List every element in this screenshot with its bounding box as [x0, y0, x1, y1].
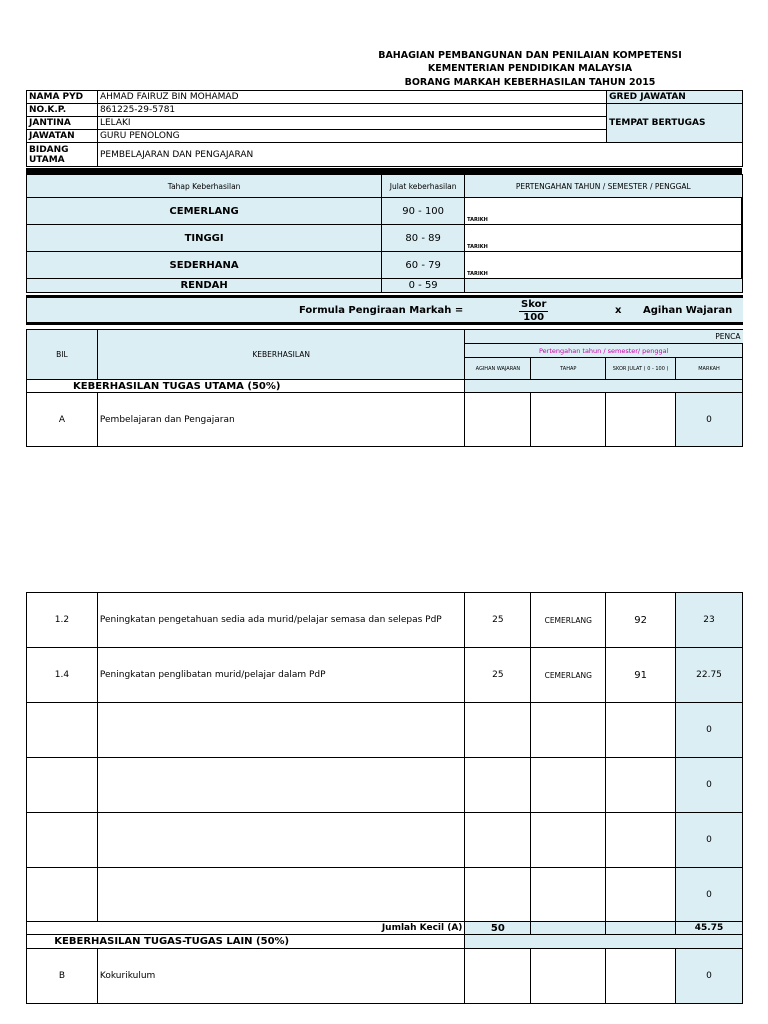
section-tugas-lain: KEBERHASILAN TUGAS-TUGAS LAIN (50%) — [27, 935, 465, 949]
tarikh-cell-1 — [465, 198, 742, 225]
row-text — [97, 758, 465, 813]
row-text: Peningkatan pengetahuan sedia ada murid/pelajar semasa dan selepas PdP — [97, 593, 465, 648]
table-row — [27, 868, 743, 922]
row-tahap — [531, 813, 606, 868]
jawatan-label: JAWATAN — [27, 130, 98, 143]
row-text — [97, 868, 465, 922]
jumlah-label: Jumlah Kecil (A) — [27, 922, 465, 935]
header-line-1: BAHAGIAN PEMBANGUNAN DAN PENILAIAN KOMPETENSI — [378, 50, 682, 61]
row-agihan: 25 — [465, 648, 531, 703]
col-bil: BIL — [27, 330, 98, 380]
scale-level-rendah: RENDAH — [27, 279, 382, 293]
row-bil — [27, 868, 98, 922]
col-penc: PENCA — [465, 330, 743, 344]
row-b-tahap — [531, 949, 606, 1004]
col-period: Pertengahan tahun / semester/ penggal — [465, 344, 743, 358]
tarikh-label: TARIKH — [467, 271, 488, 277]
formula-denominator: 100 — [523, 312, 545, 323]
jumlah-agihan: 50 — [465, 922, 531, 935]
formula-numerator: Skor — [521, 299, 547, 310]
row-markah: 0 — [676, 703, 743, 758]
tarikh-label: TARIKH — [467, 217, 488, 223]
header-line-3: BORANG MARKAH KEBERHASILAN TAHUN 2015 — [404, 77, 656, 88]
gred-label: GRED JAWATAN — [607, 91, 743, 104]
scale-range-cemerlang: 90 - 100 — [382, 198, 465, 225]
section-tugas-utama-fill — [465, 380, 743, 393]
row-skor — [606, 758, 676, 813]
row-skor — [606, 813, 676, 868]
row-a-skor — [606, 393, 676, 447]
row-agihan — [465, 813, 531, 868]
row-a-agihan — [465, 393, 531, 447]
formula-label: Formula Pengiraan Markah = — [299, 305, 464, 316]
scale-col-period: PERTENGAHAN TAHUN / SEMESTER / PENGGAL — [465, 175, 742, 198]
row-agihan — [465, 868, 531, 922]
bidang-value: PEMBELAJARAN DAN PENGAJARAN — [97, 143, 742, 167]
row-a-markah: 0 — [676, 393, 743, 447]
row-text — [97, 703, 465, 758]
row-bil: 1.2 — [27, 593, 98, 648]
row-b-markah: 0 — [676, 949, 743, 1004]
row-b-bil: B — [27, 949, 98, 1004]
jumlah-tahap — [531, 922, 606, 935]
row-bil — [27, 813, 98, 868]
col-markah: MARKAH — [676, 358, 743, 380]
row-agihan — [465, 703, 531, 758]
col-keberhasilan: KEBERHASILAN — [97, 330, 465, 380]
section-tugas-lain-fill — [465, 935, 743, 949]
row-bil: 1.4 — [27, 648, 98, 703]
scale-range-sederhana: 60 - 79 — [382, 252, 465, 279]
row-skor: 91 — [606, 648, 676, 703]
info-table — [26, 90, 743, 167]
scale-range-tinggi: 80 - 89 — [382, 225, 465, 252]
row-tahap: CEMERLANG — [531, 593, 606, 648]
nama-label: NAMA PYD — [27, 91, 98, 104]
jantina-value: LELAKI — [97, 117, 606, 130]
row-tahap — [531, 703, 606, 758]
table-row — [27, 758, 743, 813]
tarikh-cell-3 — [465, 252, 742, 279]
row-markah: 0 — [676, 758, 743, 813]
row-b-text: Kokurikulum — [97, 949, 465, 1004]
row-b-agihan — [465, 949, 531, 1004]
formula-fraction — [519, 299, 548, 324]
jantina-label: JANTINA — [27, 117, 98, 130]
row-markah: 0 — [676, 813, 743, 868]
row-markah: 0 — [676, 868, 743, 922]
section-tugas-utama: KEBERHASILAN TUGAS UTAMA (50%) — [27, 380, 465, 393]
table-row — [27, 648, 743, 703]
nama-value: AHMAD FAIRUZ BIN MOHAMAD — [97, 91, 606, 104]
table-row — [27, 703, 743, 758]
scale-col-level: Tahap Keberhasilan — [27, 175, 382, 198]
tempat-label: TEMPAT BERTUGAS — [607, 104, 743, 143]
jumlah-skor — [606, 922, 676, 935]
scale-level-tinggi: TINGGI — [27, 225, 382, 252]
row-tahap — [531, 868, 606, 922]
row-skor — [606, 868, 676, 922]
header-line-2: KEMENTERIAN PENDIDIKAN MALAYSIA — [427, 63, 633, 74]
tarikh-label: TARIKH — [467, 244, 488, 250]
row-a-tahap — [531, 393, 606, 447]
lower-table — [26, 592, 743, 1004]
row-agihan — [465, 758, 531, 813]
row-skor: 92 — [606, 593, 676, 648]
formula-right: Agihan Wajaran — [643, 305, 733, 316]
scale-level-sederhana: SEDERHANA — [27, 252, 382, 279]
col-agihan: AGIHAN WAJARAN — [465, 358, 531, 380]
row-skor — [606, 703, 676, 758]
col-tahap: TAHAP — [531, 358, 606, 380]
row-a-text: Pembelajaran dan Pengajaran — [97, 393, 465, 447]
col-skor: SKOR JULAT ( 0 - 100 ) — [606, 358, 676, 380]
row-text — [97, 813, 465, 868]
jawatan-value: GURU PENOLONG — [97, 130, 606, 143]
scale-range-rendah: 0 - 59 — [382, 279, 465, 293]
main-table — [26, 329, 743, 447]
table-row — [27, 593, 743, 648]
row-tahap: CEMERLANG — [531, 648, 606, 703]
scale-col-range: Julat keberhasilan — [382, 175, 465, 198]
row-agihan: 25 — [465, 593, 531, 648]
bidang-label: BIDANG UTAMA — [27, 143, 98, 167]
row-text: Peningkatan penglibatan murid/pelajar dalam PdP — [97, 648, 465, 703]
row-tahap — [531, 758, 606, 813]
formula-times: x — [615, 305, 622, 316]
rendah-empty-cell — [465, 279, 742, 293]
scale-table — [26, 174, 743, 293]
jumlah-markah: 45.75 — [676, 922, 743, 935]
row-markah: 23 — [676, 593, 743, 648]
row-markah: 22.75 — [676, 648, 743, 703]
scale-level-cemerlang: CEMERLANG — [27, 198, 382, 225]
nokp-value: 861225-29-5781 — [97, 104, 606, 117]
nokp-label: NO.K.P. — [27, 104, 98, 117]
tarikh-cell-2 — [465, 225, 742, 252]
row-bil — [27, 703, 98, 758]
row-a-bil: A — [27, 393, 98, 447]
formula-row — [26, 295, 743, 325]
row-bil — [27, 758, 98, 813]
row-b-skor — [606, 949, 676, 1004]
table-row — [27, 813, 743, 868]
